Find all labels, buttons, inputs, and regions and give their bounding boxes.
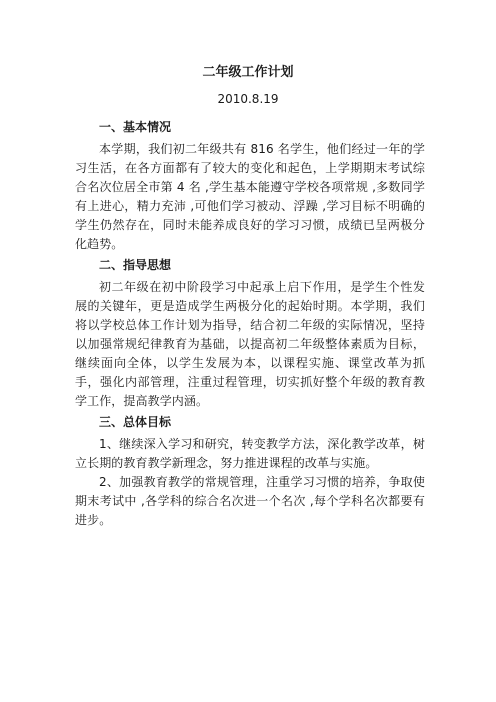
document-title: 二年级工作计划	[202, 65, 294, 80]
section-heading: 一、基本情况	[99, 120, 172, 134]
document-body	[75, 118, 425, 530]
section-heading: 二、指导思想	[99, 258, 172, 272]
section-heading: 三、总体目标	[99, 415, 172, 429]
section-paragraph: 2、加强教育教学的常规管理，注重学习习惯的培养，争取使期末考试中 ,各学科的综合名次进一个名次 ,每个学科名次都要有进步。	[75, 474, 425, 527]
document-date: 2010.8.19	[217, 92, 279, 106]
section-paragraph: 初二年级在初中阶段学习中起承上启下作用，是学生个性发展的关键年，更是造成学生两极分化的起始时期。本学期，我们将以学校总体工作计划为指导，结合初二年级的实际情况，坚持以加强常规纪律教育为基础，以提高初二年级整体素质为目标，继续面向全体，以学生发展为本，以课程实施、课堂改革为抓手，强化内部管理，注重过程管理，切实抓好整个年级的教育教学工作，提高教学内涵。	[75, 279, 425, 408]
section-paragraph: 本学期，我们初二年级共有 816 名学生，他们经过一年的学习生活，在各方面都有了较大的变化和起色，上学期期末考试综合名次位居全市第 4 名 ,学生基本能遵守学校各项常规 ,多数同学有上进心，精力充沛 ,可他们学习被动、浮躁 ,学习目标不明确的学生仍然存在，同时未能养成良好的学习习惯，成绩已呈两极分化趋势。	[75, 141, 425, 251]
section-paragraph: 1、继续深入学习和研究，转变教学方法，深化教学改革，树立长期的教育教学新理念，努力推进课程的改革与实施。	[75, 436, 425, 470]
